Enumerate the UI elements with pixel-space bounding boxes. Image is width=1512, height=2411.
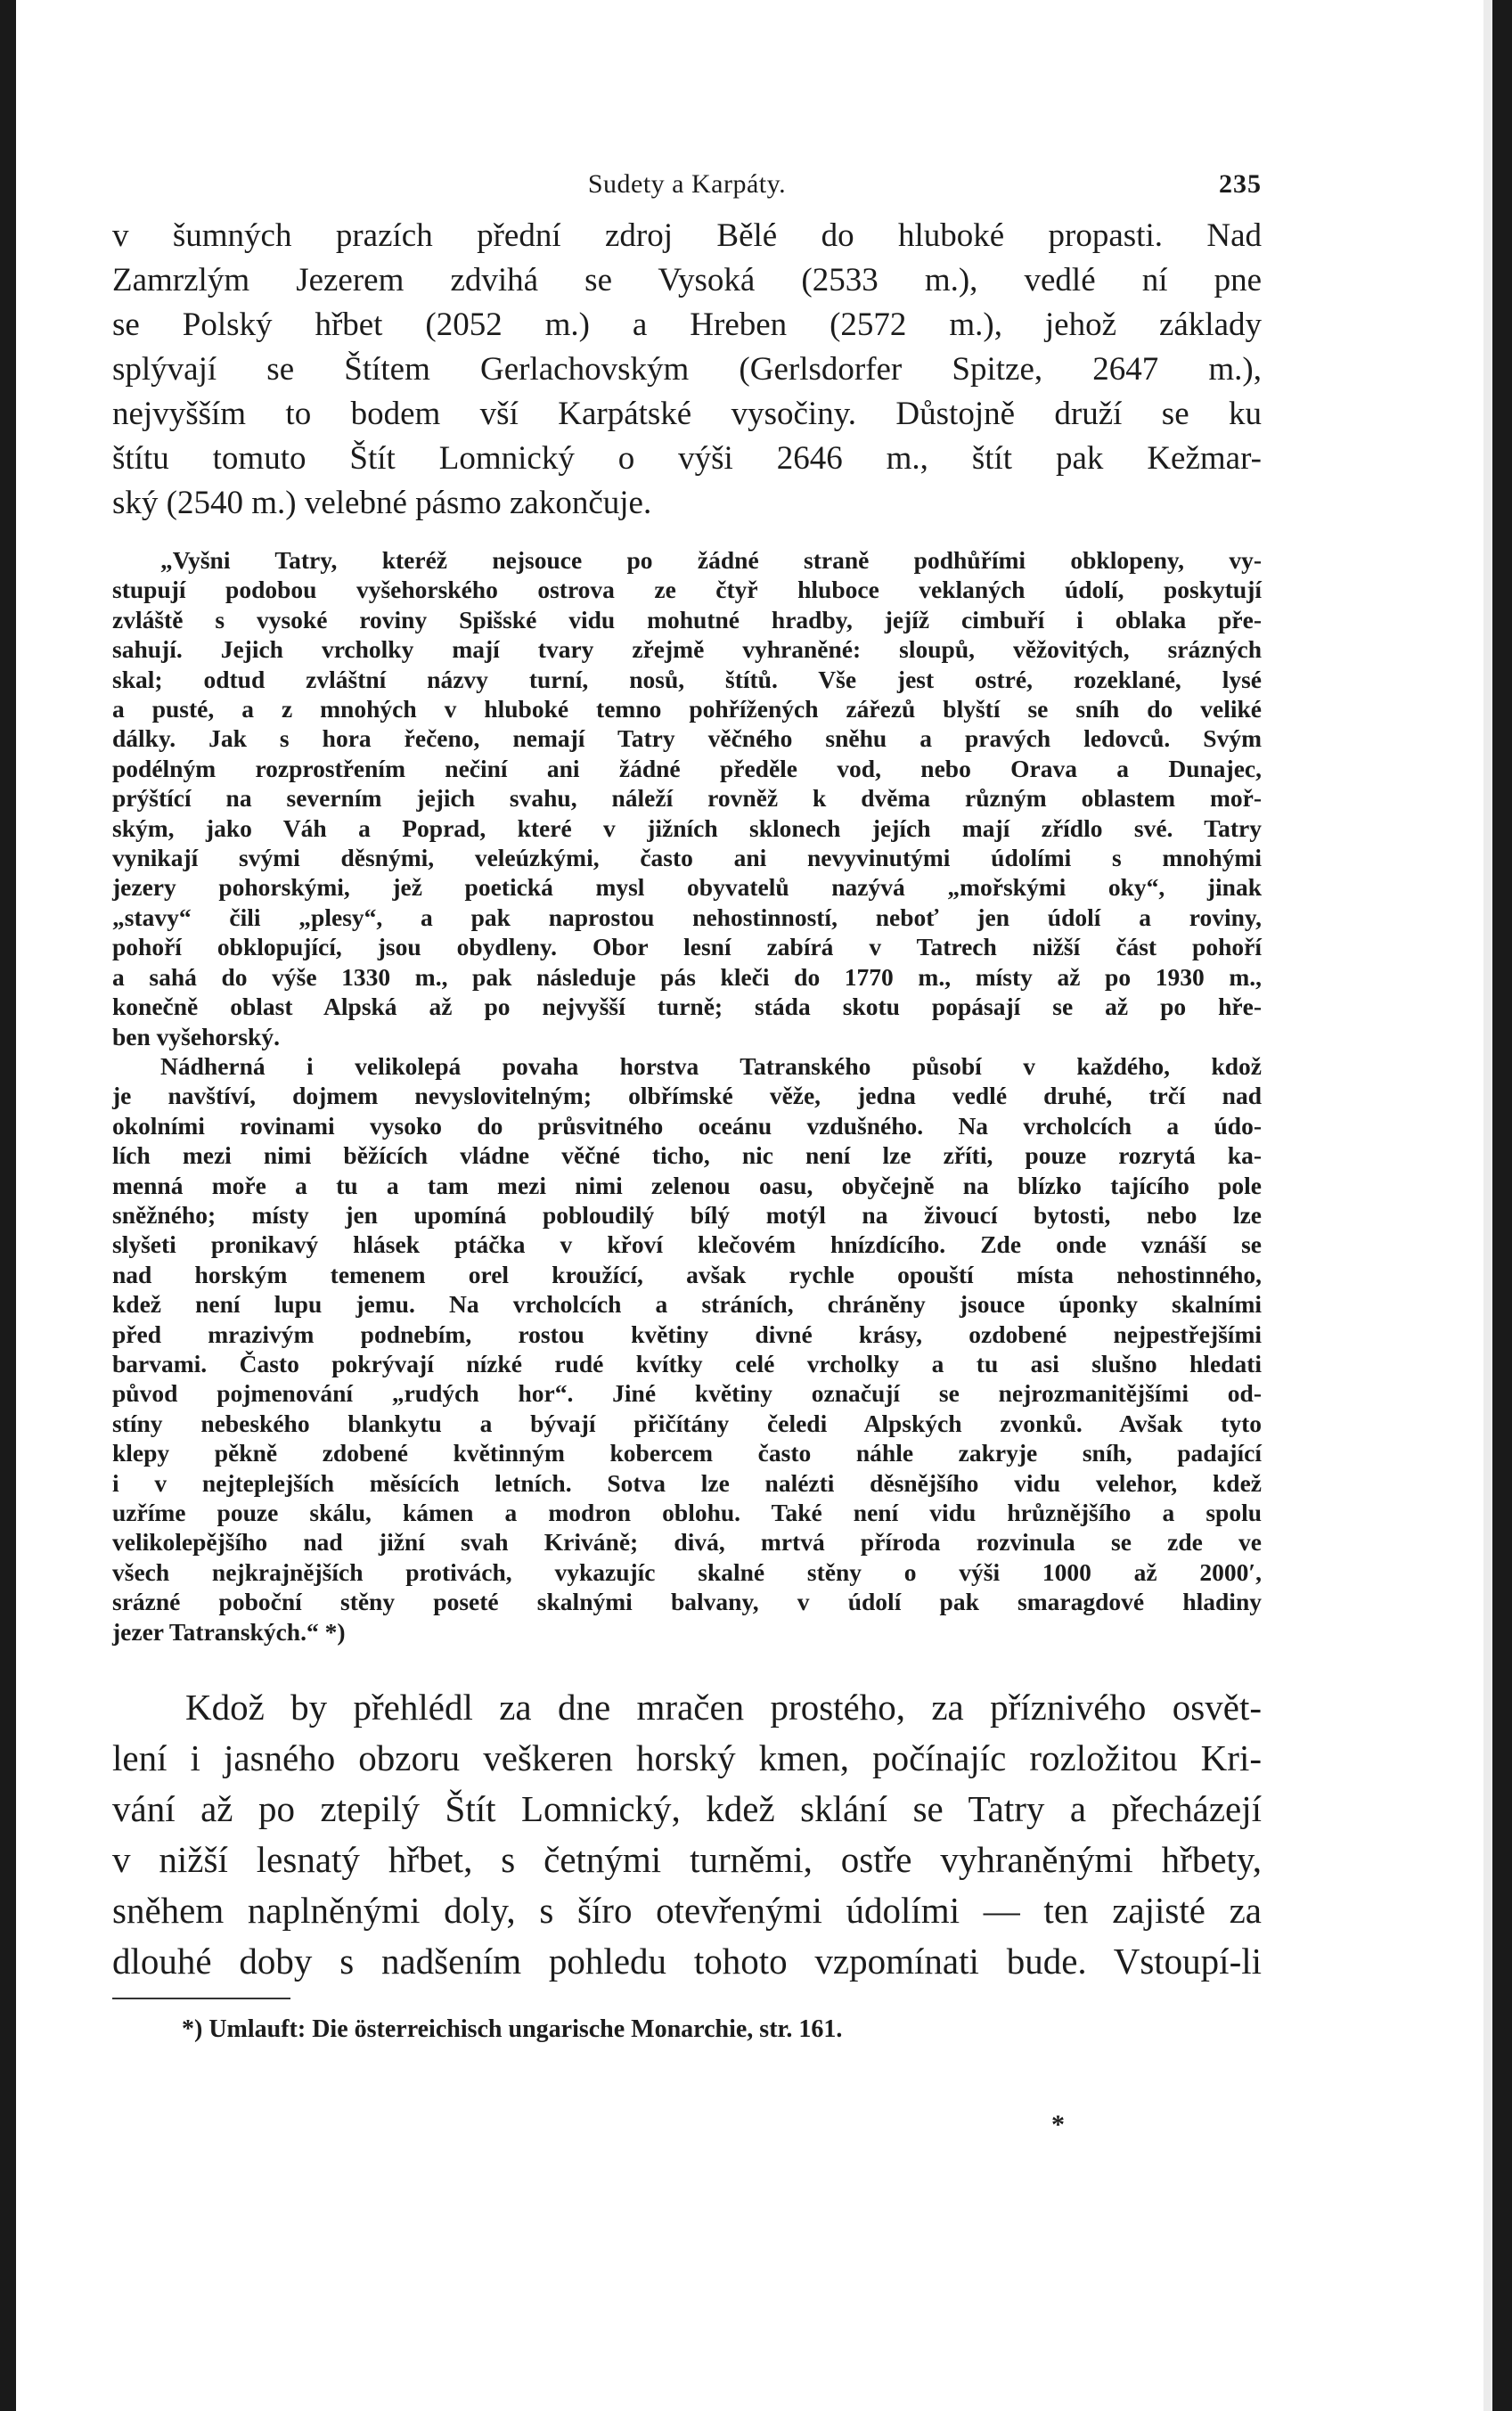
- text-line: štítu tomuto Štít Lomnický o výši 2646 m., štít pak Kežmar-: [112, 440, 1262, 477]
- text-line: Kdož by přehlédl za dne mračen prostého, za příznivého osvět-: [185, 1687, 1262, 1729]
- quote-line: velikolepějšího nad jižní svah Kriváně; divá, mrtvá příroda rozvinula se zde ve: [112, 1528, 1262, 1557]
- quote-line: srázné poboční stěny poseté skalnými balvany, v údolí pak smaragdové hladiny: [112, 1588, 1262, 1616]
- quote-line: před mrazivým podnebím, rostou květiny divné krásy, ozdobené nejpestřejšími: [112, 1320, 1262, 1348]
- quote-line: dálky. Jak s hora řečeno, nemají Tatry věčného sněhu a pravých ledovců. Svým: [112, 724, 1262, 753]
- quote-line: i v nejteplejších měsících letních. Sotva lze nalézti děsnějšího vidu velehor, kdež: [112, 1468, 1262, 1497]
- quote-line: skal; odtud zvláštní názvy turní, nosů, štítů. Vše jest ostré, rozeklané, lysé: [112, 665, 1262, 693]
- quote-line: barvami. Často pokrývají nízké rudé kvítky celé vrcholky a tu asi slušno hledati: [112, 1349, 1262, 1377]
- footnote: *) Umlauft: Die österreichisch ungarische Monarchie, str. 161.: [182, 2015, 843, 2044]
- quote-line: jezer Tatranských.“ *): [112, 1617, 346, 1646]
- quote-line: původ pojmenování „rudých hor“. Jiné květiny označují se nejrozmanitějšími od-: [112, 1379, 1262, 1408]
- scan-edge-right: [1483, 0, 1512, 2411]
- quote-line: sněžného; místy jen upomíná pobloudilý bílý motýl na živoucí bytosti, nebo lze: [112, 1200, 1262, 1229]
- running-head: [112, 169, 1262, 214]
- text-line: Zamrzlým Jezerem zdvihá se Vysoká (2533 m.), vedlé ní pne: [112, 262, 1262, 298]
- paragraph-main-1: [112, 214, 1262, 526]
- quote-line: Nádherná i velikolepá povaha horstva Tatranského působí v každého, kdož: [160, 1051, 1262, 1080]
- quote-line: zvláště s vysoké roviny Spišské vidu mohutné hradby, jejíž cimbuří i oblaka pře-: [112, 605, 1262, 633]
- quote-line: podélným rozprostřením nečiní ani žádné předěle vod, nebo Orava a Dunajec,: [112, 754, 1262, 782]
- quote-line: je navštíví, dojmem nevyslovitelným; olbřímské věže, jedna vedlé druhé, trčí nad: [112, 1082, 1262, 1110]
- quote-line: pohoří obklopující, jsou obydleny. Obor lesní zabírá v Tatrech nižší část pohoří: [112, 933, 1262, 961]
- quote-line: menná moře a tu a tam mezi nimi zelenou oasu, obyčejně na blízko tajícího pole: [112, 1171, 1262, 1199]
- text-line: nejvyšším to bodem vší Karpátské vysočiny. Důstojně druží se ku: [112, 396, 1262, 432]
- quote-line: sahují. Jejich vrcholky mají tvary zřejmě vyhraněné: sloupů, věžovitých, srázných: [112, 635, 1262, 664]
- quote-line: klepy pěkně zdobené květinným kobercem často náhle zakryje sníh, padající: [112, 1439, 1262, 1467]
- text-line: dlouhé doby s nadšením pohledu tohoto vzpomínati bude. Vstoupí-li: [112, 1941, 1262, 1982]
- quote-line: prýštící na severním jejich svahu, náleží rovněž k dvěma různým oblastem moř-: [112, 784, 1262, 813]
- quote-line: vynikají svými děsnými, veleúzkými, často ani nevyvinutými údolími s mnohými: [112, 844, 1262, 872]
- text-line: splývají se Štítem Gerlachovským (Gerlsdorfer Spitze, 2647 m.),: [112, 351, 1262, 388]
- text-line: sněhem naplněnými doly, s šíro otevřenými údolími — ten zajisté za: [112, 1890, 1262, 1932]
- quote-line: lích mezi nimi běžících vládne věčné ticho, nic není lze zříti, pouze rozrytá ka-: [112, 1141, 1262, 1170]
- signature-mark: *: [1051, 2110, 1065, 2139]
- text-line: vání až po ztepilý Štít Lomnický, kdež sklání se Tatry a přecházejí: [112, 1788, 1262, 1830]
- quote-line: jezery pohorskými, jež poetická mysl obyvatelů nazývá „mořskými oky“, jinak: [112, 873, 1262, 902]
- quote-line: konečně oblast Alpská až po nejvyšší turně; stáda skotu popásají se až po hře-: [112, 993, 1262, 1021]
- quote-line: stupují podobou vyšehorského ostrova ze čtyř hluboce veklaných údolí, poskytují: [112, 576, 1262, 604]
- quoted-passage: [112, 545, 1262, 1647]
- quote-line: stíny nebeského blankytu a bývají přičítány čeledi Alpských zvonků. Avšak tyto: [112, 1409, 1262, 1437]
- text-line: v šumných prazích přední zdroj Bělé do hluboké propasti. Nad: [112, 217, 1262, 254]
- quote-line: „stavy“ čili „plesy“, a pak naprostou nehostinností, neboť jen údolí a roviny,: [112, 903, 1262, 931]
- quote-line: a sahá do výše 1330 m., pak následuje pás kleči do 1770 m., místy až po 1930 m.,: [112, 962, 1262, 991]
- quote-line: a pusté, a z mnohých v hluboké temno pohřížených zářezů blyští se sníh do veliké: [112, 695, 1262, 723]
- running-title: Sudety a Karpáty.: [587, 169, 787, 199]
- quote-line: okolními rovinami vysoko do průsvitného oceánu vzdušného. Na vrcholcích a údo-: [112, 1111, 1262, 1140]
- text-line: se Polský hřbet (2052 m.) a Hreben (2572 m.), jehož základy: [112, 306, 1262, 343]
- quote-line: uzříme pouze skálu, kámen a modron oblohu. Také není vidu hrůznějšího a spolu: [112, 1499, 1262, 1526]
- quote-line: všech nejkrajnějších protivách, vykazujíc skalné stěny o výši 1000 až 2000′,: [112, 1557, 1262, 1586]
- book-page: [112, 169, 1262, 2046]
- quote-line: kdež není lupu jemu. Na vrcholcích a stráních, chráněny jsouce úponky skalními: [112, 1290, 1262, 1319]
- page-number: 235: [1219, 169, 1262, 199]
- quote-line: „Vyšni Tatry, kteréž nejsouce po žádné straně podhůřími obklopeny, vy-: [160, 546, 1262, 574]
- paragraph-main-2: [112, 1682, 1262, 1987]
- quote-line: slyšeti pronikavý hlásek ptáčka v křoví klečovém hnízdícího. Zde onde vznáší se: [112, 1230, 1262, 1259]
- quote-line: ským, jako Váh a Poprad, které v jižních sklonech jejích mají zřídlo své. Tatry: [112, 813, 1262, 842]
- text-line: v nižší lesnatý hřbet, s četnými turněmi, ostře vyhraněnými hřbety,: [112, 1839, 1262, 1881]
- scan-edge-left: [0, 0, 16, 2411]
- quote-line: nad horským temenem orel kroužící, avšak rychle opouští místa nehostinného,: [112, 1260, 1262, 1288]
- footnote-divider: [112, 1998, 290, 1999]
- quote-line: ben vyšehorský.: [112, 1022, 280, 1050]
- text-line: ský (2540 m.) velebné pásmo zakončuje.: [112, 485, 652, 521]
- text-line: lení i jasného obzoru veškeren horský kmen, počínajíc rozložitou Kri-: [112, 1737, 1262, 1779]
